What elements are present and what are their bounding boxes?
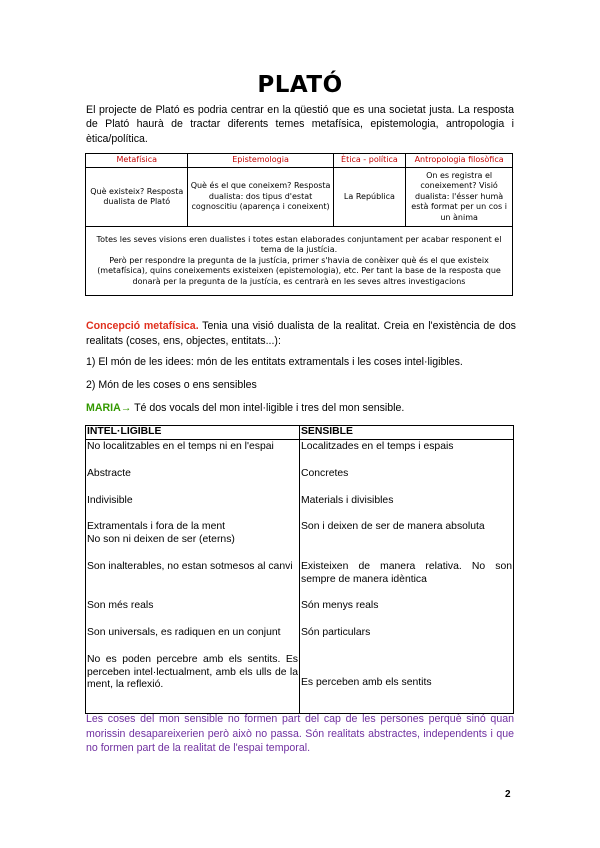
maria-mnemonic bbox=[86, 402, 404, 414]
compare-table bbox=[85, 425, 514, 714]
sensible-cell: Concretes bbox=[300, 467, 514, 494]
table-row bbox=[86, 467, 514, 494]
intelligible-cell: Indivisible bbox=[86, 494, 300, 520]
header-intelligible: INTEL·LIGIBLE bbox=[86, 426, 300, 440]
header-etica-politica: Ètica - política bbox=[333, 154, 406, 168]
sensible-cell: Existeixen de manera relativa. No son sempre de manera idèntica bbox=[300, 560, 514, 599]
header-epistemologia: Epistemologia bbox=[188, 154, 333, 168]
summary-content-row bbox=[86, 168, 513, 227]
cell-metafisica: Què existeix? Resposta dualista de Plató bbox=[86, 168, 188, 227]
sensible-cell: Son i deixen de ser de manera absoluta bbox=[300, 520, 514, 560]
summary-note-2: Però per respondre la pregunta de la justícia, primer s'havia de conèixer què és el que existeix (metafísica), quins coneixements existeixen (epistemologia), etc. Per tant la base de la resposta que donarà per la pregunta de la justícia, es centrarà en les seves altres investigacions bbox=[97, 255, 501, 286]
summary-note-1: Totes les seves visions eren dualistes i totes estan elaborades conjuntament per acabar responent el tema de la justícia. bbox=[96, 234, 502, 255]
intelligible-cell: Extramentals i fora de la ment No son ni deixen de ser (eterns) bbox=[86, 520, 300, 560]
table-row bbox=[86, 626, 514, 653]
concepcio-heading: Concepció metafísica. bbox=[86, 320, 199, 332]
maria-keyword: MARIA bbox=[86, 402, 121, 414]
table-row bbox=[86, 520, 514, 560]
header-antropologia: Antropologia filosòfica bbox=[406, 154, 513, 168]
intelligible-cell: Son inalterables, no estan sotmesos al canvi bbox=[86, 560, 300, 599]
cell-etica-politica: La República bbox=[333, 168, 406, 227]
summary-header-row bbox=[86, 154, 513, 168]
sensible-cell: Són menys reals bbox=[300, 599, 514, 626]
maria-text: Té dos vocals del mon intel·ligible i tres del mon sensible. bbox=[131, 402, 405, 414]
page-title: PLATÓ bbox=[257, 72, 343, 98]
cell-antropologia: On es registra el coneixement? Visió dualista: l'ésser humà està format per un cos i un ànima bbox=[406, 168, 513, 227]
table-row bbox=[86, 599, 514, 626]
table-row bbox=[86, 560, 514, 599]
intelligible-cell: No localitzables en el temps ni en l'espai bbox=[86, 440, 300, 468]
arrow-right-icon: → bbox=[120, 402, 132, 414]
table-row bbox=[86, 494, 514, 520]
table-row bbox=[86, 653, 514, 714]
summary-note bbox=[86, 227, 513, 296]
list-item-2: 2) Món de les coses o ens sensibles bbox=[86, 379, 257, 391]
list-item-1: 1) El món de les idees: món de les entitats extramentals i les coses intel·ligibles. bbox=[86, 356, 463, 368]
concepcio-paragraph bbox=[86, 319, 516, 349]
concepcio-text: Tenia una visió dualista de la realitat. Creia en l'existència de dos realitats (coses, ens, objectes, entitats...): bbox=[86, 320, 516, 347]
header-metafisica: Metafísica bbox=[86, 154, 188, 168]
closing-paragraph: Les coses del mon sensible no formen part del cap de les persones perquè sinó quan morissin desapareixerien però això no passa. Són realitats abstractes, independents i que no formen part de la realitat de l'espai temporal. bbox=[86, 713, 514, 754]
header-sensible: SENSIBLE bbox=[300, 426, 514, 440]
table-row bbox=[86, 440, 514, 468]
intelligible-cell: No es poden percebre amb els sentits. Es perceben intel·lectualment, amb els ulls de la ment, la reflexió. bbox=[86, 653, 300, 714]
intelligible-cell: Son universals, es radiquen en un conjunt bbox=[86, 626, 300, 653]
compare-header-row bbox=[86, 426, 514, 440]
summary-table bbox=[85, 153, 513, 296]
sensible-cell: Localitzades en el temps i espais bbox=[300, 440, 514, 468]
sensible-cell: Es perceben amb els sentits bbox=[300, 653, 514, 714]
intelligible-cell: Abstracte bbox=[86, 467, 300, 494]
page-number: 2 bbox=[505, 789, 511, 800]
sensible-cell: Són particulars bbox=[300, 626, 514, 653]
intro-paragraph: El projecte de Plató es podria centrar en la qüestió que es una societat justa. La resposta de Plató haurà de tractar diferents temes metafísica, epistemologia, antropologia i ètica/política. bbox=[86, 104, 514, 145]
intelligible-cell: Son més reals bbox=[86, 599, 300, 626]
cell-epistemologia: Què és el que coneixem? Resposta dualista: dos tipus d'estat cognoscitiu (aparença i coneixent) bbox=[188, 168, 333, 227]
summary-note-row bbox=[86, 227, 513, 296]
sensible-cell: Materials i divisibles bbox=[300, 494, 514, 520]
